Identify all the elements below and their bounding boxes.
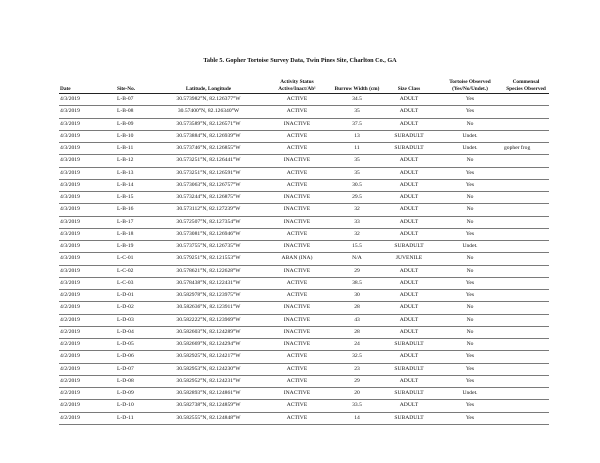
site-no-cell: L-B-08 (116, 106, 156, 118)
tortoise-observed-cell: No (437, 314, 503, 326)
size-class-cell: ADULT (381, 106, 437, 118)
date-cell: 4/2/2019 (59, 400, 116, 412)
size-class-cell: ADULT (381, 326, 437, 338)
tortoise-observed-cell: Yes (437, 167, 503, 179)
site-no-cell: L-B-14 (116, 179, 156, 191)
table-row (59, 339, 549, 351)
date-cell: 4/2/2019 (59, 412, 116, 424)
tortoise-observed-cell: Yes (437, 375, 503, 387)
burrow-width-cell: 43 (333, 314, 381, 326)
activity-status-cell: ACTIVE (261, 351, 333, 363)
commensal-species-cell (503, 277, 549, 289)
lat-long-cell: 30.582952°N, 82.124231°W (156, 375, 261, 387)
burrow-width-cell: 35 (333, 106, 381, 118)
lat-long-cell: 30.57400°N, 82.126340°W (156, 106, 261, 118)
activity-status-cell: INACTIVE (261, 204, 333, 216)
lat-long-cell: 30.573063°N, 82.126757°W (156, 179, 261, 191)
activity-status-cell: ACTIVE (261, 363, 333, 375)
activity-status-cell: INACTIVE (261, 241, 333, 253)
header-commensal-species: Commensal Species Observed (503, 70, 549, 94)
commensal-species-cell (503, 253, 549, 265)
size-class-cell: ADULT (381, 351, 437, 363)
size-class-cell: SUBADULT (381, 363, 437, 375)
table-row (59, 118, 549, 130)
commensal-species-cell (503, 265, 549, 277)
site-no-cell: L-D-04 (116, 326, 156, 338)
table-row (59, 400, 549, 412)
date-cell: 4/3/2019 (59, 155, 116, 167)
table-row (59, 94, 549, 106)
burrow-width-cell: 32 (333, 228, 381, 240)
activity-status-cell: ACTIVE (261, 106, 333, 118)
lat-long-cell: 30.573755°N, 82.126735°W (156, 241, 261, 253)
commensal-species-cell (503, 204, 549, 216)
site-no-cell: L-D-06 (116, 351, 156, 363)
commensal-species-cell (503, 351, 549, 363)
table-row (59, 388, 549, 400)
date-cell: 4/3/2019 (59, 167, 116, 179)
site-no-cell: L-B-09 (116, 118, 156, 130)
burrow-width-cell: 28 (333, 326, 381, 338)
size-class-cell: SUBADULT (381, 143, 437, 155)
site-no-cell: L-B-16 (116, 204, 156, 216)
table-row (59, 204, 549, 216)
activity-status-cell: ABAN (INA) (261, 253, 333, 265)
commensal-species-cell (503, 241, 549, 253)
table-row (59, 216, 549, 228)
date-cell: 4/3/2019 (59, 94, 116, 106)
activity-status-cell: INACTIVE (261, 265, 333, 277)
tortoise-observed-cell: Undet. (437, 388, 503, 400)
date-cell: 4/3/2019 (59, 265, 116, 277)
activity-status-cell: ACTIVE (261, 179, 333, 191)
commensal-species-cell: gopher frog (503, 143, 549, 155)
date-cell: 4/2/2019 (59, 351, 116, 363)
site-no-cell: L-B-18 (116, 228, 156, 240)
lat-long-cell: 30.582555°N, 82.124848°W (156, 412, 261, 424)
table-row (59, 253, 549, 265)
table-row (59, 375, 549, 387)
burrow-width-cell: 29 (333, 265, 381, 277)
activity-status-cell: ACTIVE (261, 167, 333, 179)
burrow-width-cell: 33 (333, 216, 381, 228)
size-class-cell: ADULT (381, 277, 437, 289)
table-row (59, 314, 549, 326)
burrow-width-cell: 29.5 (333, 192, 381, 204)
lat-long-cell: 30.579251°N, 82.121553°W (156, 253, 261, 265)
site-no-cell: L-D-05 (116, 339, 156, 351)
tortoise-observed-cell: No (437, 204, 503, 216)
size-class-cell: ADULT (381, 94, 437, 106)
burrow-width-cell: 30 (333, 290, 381, 302)
size-class-cell: SUBADULT (381, 412, 437, 424)
lat-long-cell: 30.582738°N, 82.124859°W (156, 400, 261, 412)
size-class-cell: ADULT (381, 179, 437, 191)
size-class-cell: ADULT (381, 314, 437, 326)
lat-long-cell: 30.573746°N, 82.126855°W (156, 143, 261, 155)
lat-long-cell: 30.578438°N, 82.122431°W (156, 277, 261, 289)
date-cell: 4/2/2019 (59, 314, 116, 326)
activity-status-cell: ACTIVE (261, 277, 333, 289)
table-body (59, 94, 549, 425)
burrow-width-cell: 14 (333, 412, 381, 424)
size-class-cell: ADULT (381, 228, 437, 240)
date-cell: 4/3/2019 (59, 277, 116, 289)
burrow-width-cell: 23 (333, 363, 381, 375)
table-row (59, 290, 549, 302)
date-cell: 4/3/2019 (59, 130, 116, 142)
lat-long-cell: 30.582603°N, 82.124289°W (156, 326, 261, 338)
date-cell: 4/3/2019 (59, 253, 116, 265)
date-cell: 4/3/2019 (59, 228, 116, 240)
tortoise-observed-cell: No (437, 302, 503, 314)
lat-long-cell: 30.582893°N, 82.124861°W (156, 388, 261, 400)
activity-status-cell: INACTIVE (261, 326, 333, 338)
table-header-row (59, 70, 549, 94)
tortoise-observed-cell: Yes (437, 412, 503, 424)
commensal-species-cell (503, 326, 549, 338)
table-row (59, 155, 549, 167)
activity-status-cell: ACTIVE (261, 375, 333, 387)
lat-long-cell: 30.582925°N, 82.124217°W (156, 351, 261, 363)
table-row (59, 192, 549, 204)
table-row (59, 363, 549, 375)
commensal-species-cell (503, 130, 549, 142)
header-size-class: Size Class (381, 70, 437, 94)
activity-status-cell: INACTIVE (261, 339, 333, 351)
burrow-width-cell: 35 (333, 155, 381, 167)
tortoise-observed-cell: Yes (437, 179, 503, 191)
activity-status-cell: ACTIVE (261, 400, 333, 412)
size-class-cell: ADULT (381, 375, 437, 387)
burrow-width-cell: 13 (333, 130, 381, 142)
tortoise-observed-cell: Yes (437, 106, 503, 118)
commensal-species-cell (503, 118, 549, 130)
tortoise-observed-cell: No (437, 265, 503, 277)
date-cell: 4/2/2019 (59, 375, 116, 387)
site-no-cell: L-D-03 (116, 314, 156, 326)
burrow-width-cell: 28 (333, 302, 381, 314)
tortoise-observed-cell: No (437, 118, 503, 130)
commensal-species-cell (503, 155, 549, 167)
burrow-width-cell: 15.5 (333, 241, 381, 253)
burrow-width-cell: 38.5 (333, 277, 381, 289)
lat-long-cell: 30.573251°N, 82.126591°W (156, 167, 261, 179)
commensal-species-cell (503, 216, 549, 228)
lat-long-cell: 30.573589°N, 82.126571°W (156, 118, 261, 130)
tortoise-observed-cell: Undet. (437, 241, 503, 253)
table-row (59, 143, 549, 155)
activity-status-cell: ACTIVE (261, 228, 333, 240)
tortoise-observed-cell: Yes (437, 400, 503, 412)
burrow-width-cell: 11 (333, 143, 381, 155)
lat-long-cell: 30.573112°N, 82.127239°W (156, 204, 261, 216)
date-cell: 4/3/2019 (59, 179, 116, 191)
commensal-species-cell (503, 339, 549, 351)
size-class-cell: SUBADULT (381, 388, 437, 400)
tortoise-observed-cell: Undet. (437, 143, 503, 155)
lat-long-cell: 30.582978°N, 82.123975°W (156, 290, 261, 302)
burrow-width-cell: 30.5 (333, 179, 381, 191)
commensal-species-cell (503, 179, 549, 191)
lat-long-cell: 30.582953°N, 82.124230°W (156, 363, 261, 375)
tortoise-observed-cell: No (437, 326, 503, 338)
commensal-species-cell (503, 314, 549, 326)
lat-long-cell: 30.573884°N, 82.126939°W (156, 130, 261, 142)
tortoise-observed-cell: Yes (437, 277, 503, 289)
table-row (59, 106, 549, 118)
site-no-cell: L-D-02 (116, 302, 156, 314)
size-class-cell: ADULT (381, 118, 437, 130)
commensal-species-cell (503, 400, 549, 412)
site-no-cell: L-D-08 (116, 375, 156, 387)
header-date: Date (59, 70, 116, 94)
lat-long-cell: 30.573982°N, 82.126377°W (156, 94, 261, 106)
date-cell: 4/3/2019 (59, 241, 116, 253)
tortoise-observed-cell: No (437, 253, 503, 265)
site-no-cell: L-B-07 (116, 94, 156, 106)
site-no-cell: L-D-01 (116, 290, 156, 302)
activity-status-cell: INACTIVE (261, 192, 333, 204)
activity-status-cell: INACTIVE (261, 388, 333, 400)
lat-long-cell: 30.582222°N, 82.123969°W (156, 314, 261, 326)
site-no-cell: L-C-03 (116, 277, 156, 289)
burrow-width-cell: 32 (333, 204, 381, 216)
date-cell: 4/2/2019 (59, 302, 116, 314)
size-class-cell: ADULT (381, 155, 437, 167)
lat-long-cell: 30.573081°N, 82.126946°W (156, 228, 261, 240)
date-cell: 4/3/2019 (59, 192, 116, 204)
tortoise-observed-cell: Yes (437, 94, 503, 106)
tortoise-observed-cell: No (437, 192, 503, 204)
commensal-species-cell (503, 167, 549, 179)
header-tortoise-observed: Tortoise Observed (Yes/No/Undet.) (437, 70, 503, 94)
table-row (59, 228, 549, 240)
table-row (59, 302, 549, 314)
date-cell: 4/3/2019 (59, 118, 116, 130)
burrow-width-cell: N/A (333, 253, 381, 265)
commensal-species-cell (503, 302, 549, 314)
table-row (59, 179, 549, 191)
size-class-cell: ADULT (381, 290, 437, 302)
date-cell: 4/2/2019 (59, 339, 116, 351)
site-no-cell: L-B-10 (116, 130, 156, 142)
tortoise-observed-cell: Yes (437, 351, 503, 363)
header-lat-long: Latitude, Longitude (156, 70, 261, 94)
header-activity-status: Activity Status Active/Inact/Ab¹ (261, 70, 333, 94)
table-title: Table 5. Gopher Tortoise Survey Data, Twin Pines Site, Charlton Co., GA (203, 57, 397, 64)
lat-long-cell: 30.582636°N, 82.123911°W (156, 302, 261, 314)
activity-status-cell: ACTIVE (261, 143, 333, 155)
site-no-cell: L-B-12 (116, 155, 156, 167)
table-row (59, 265, 549, 277)
site-no-cell: L-B-17 (116, 216, 156, 228)
commensal-species-cell (503, 363, 549, 375)
lat-long-cell: 30.578621°N, 82.122628°W (156, 265, 261, 277)
site-no-cell: L-D-07 (116, 363, 156, 375)
tortoise-observed-cell: Yes (437, 363, 503, 375)
activity-status-cell: ACTIVE (261, 94, 333, 106)
date-cell: 4/3/2019 (59, 143, 116, 155)
commensal-species-cell (503, 94, 549, 106)
activity-status-cell: INACTIVE (261, 216, 333, 228)
table-row (59, 326, 549, 338)
commensal-species-cell (503, 388, 549, 400)
burrow-width-cell: 35 (333, 167, 381, 179)
tortoise-observed-cell: No (437, 216, 503, 228)
size-class-cell: SUBADULT (381, 339, 437, 351)
date-cell: 4/2/2019 (59, 326, 116, 338)
burrow-width-cell: 24 (333, 339, 381, 351)
lat-long-cell: 30.573251°N, 82.126441°W (156, 155, 261, 167)
table-row (59, 412, 549, 424)
header-site-no: Site-No. (116, 70, 156, 94)
size-class-cell: ADULT (381, 167, 437, 179)
date-cell: 4/2/2019 (59, 363, 116, 375)
commensal-species-cell (503, 290, 549, 302)
burrow-width-cell: 37.5 (333, 118, 381, 130)
date-cell: 4/3/2019 (59, 106, 116, 118)
commensal-species-cell (503, 412, 549, 424)
activity-status-cell: ACTIVE (261, 412, 333, 424)
date-cell: 4/2/2019 (59, 290, 116, 302)
lat-long-cell: 30.572507°N, 82.127354°W (156, 216, 261, 228)
activity-status-cell: INACTIVE (261, 302, 333, 314)
site-no-cell: L-D-10 (116, 400, 156, 412)
date-cell: 4/3/2019 (59, 204, 116, 216)
burrow-width-cell: 33.5 (333, 400, 381, 412)
commensal-species-cell (503, 192, 549, 204)
site-no-cell: L-C-02 (116, 265, 156, 277)
commensal-species-cell (503, 228, 549, 240)
site-no-cell: L-B-13 (116, 167, 156, 179)
table-row (59, 277, 549, 289)
size-class-cell: ADULT (381, 204, 437, 216)
size-class-cell: JUVENILE (381, 253, 437, 265)
site-no-cell: L-D-11 (116, 412, 156, 424)
site-no-cell: L-B-19 (116, 241, 156, 253)
tortoise-observed-cell: No (437, 155, 503, 167)
burrow-width-cell: 29 (333, 375, 381, 387)
commensal-species-cell (503, 106, 549, 118)
lat-long-cell: 30.582669°N, 82.124294°W (156, 339, 261, 351)
commensal-species-cell (503, 375, 549, 387)
burrow-width-cell: 32.5 (333, 351, 381, 363)
activity-status-cell: ACTIVE (261, 130, 333, 142)
table-row (59, 167, 549, 179)
tortoise-observed-cell: Yes (437, 290, 503, 302)
table-row (59, 351, 549, 363)
site-no-cell: L-D-09 (116, 388, 156, 400)
burrow-width-cell: 34.5 (333, 94, 381, 106)
size-class-cell: ADULT (381, 216, 437, 228)
date-cell: 4/3/2019 (59, 216, 116, 228)
lat-long-cell: 30.573244°N, 82.126875°W (156, 192, 261, 204)
size-class-cell: ADULT (381, 265, 437, 277)
header-burrow-width: Burrow Width (cm) (333, 70, 381, 94)
activity-status-cell: INACTIVE (261, 314, 333, 326)
tortoise-observed-cell: Yes (437, 228, 503, 240)
size-class-cell: ADULT (381, 302, 437, 314)
activity-status-cell: INACTIVE (261, 155, 333, 167)
size-class-cell: ADULT (381, 192, 437, 204)
activity-status-cell: ACTIVE (261, 290, 333, 302)
activity-status-cell: INACTIVE (261, 118, 333, 130)
size-class-cell: SUBADULT (381, 241, 437, 253)
table-row (59, 130, 549, 142)
table-row (59, 241, 549, 253)
tortoise-observed-cell: Undet. (437, 130, 503, 142)
site-no-cell: L-C-01 (116, 253, 156, 265)
site-no-cell: L-B-11 (116, 143, 156, 155)
tortoise-observed-cell: No (437, 339, 503, 351)
size-class-cell: SUBADULT (381, 130, 437, 142)
size-class-cell: ADULT (381, 400, 437, 412)
date-cell: 4/2/2019 (59, 388, 116, 400)
site-no-cell: L-B-15 (116, 192, 156, 204)
survey-table (59, 70, 549, 425)
burrow-width-cell: 20 (333, 388, 381, 400)
